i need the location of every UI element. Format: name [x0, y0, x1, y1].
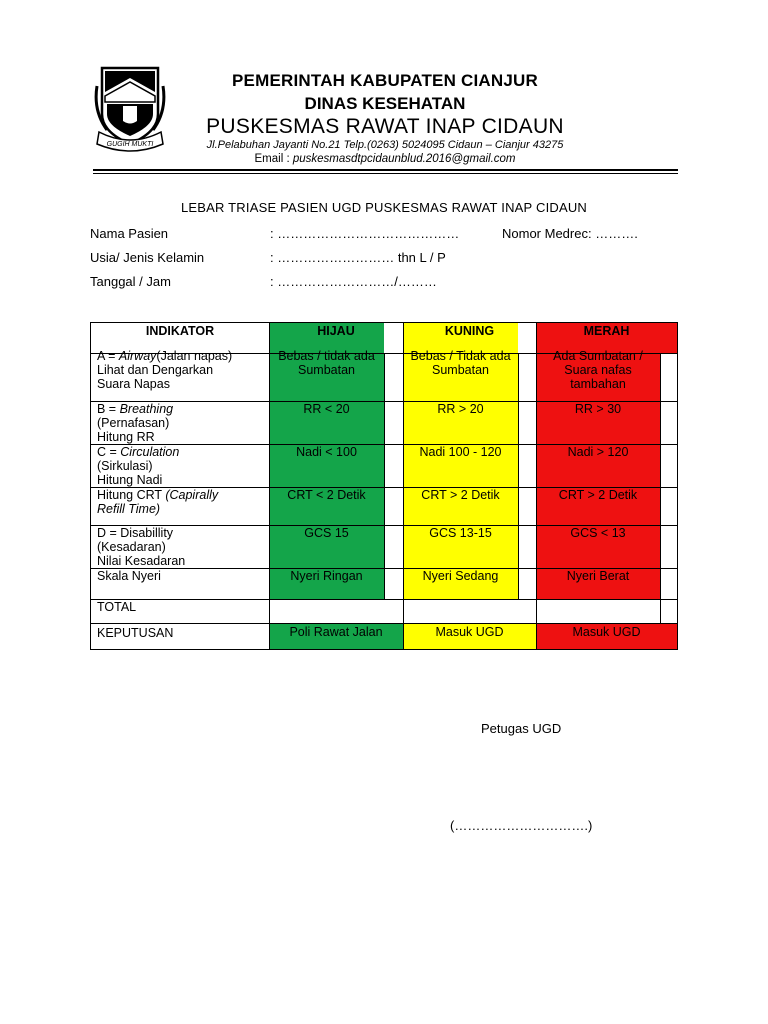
circulation-merah: Nadi > 120 [567, 445, 629, 459]
indikator-disability: D = Disabillity (Kesadaran) Nilai Kesadaran [97, 526, 186, 568]
airway-hijau: Bebas / tidak ada Sumbatan [278, 349, 375, 377]
date-time-label: Tanggal / Jam [90, 274, 171, 289]
breathing-kuning: RR > 20 [437, 402, 484, 416]
crt-merah: CRT > 2 Detik [558, 488, 638, 502]
medrec-field: Nomor Medrec: ………. [502, 226, 638, 241]
letterhead-rule-thin [93, 173, 678, 174]
keputusan-label: KEPUTUSAN [97, 626, 174, 640]
nyeri-kuning: Nyeri Sedang [422, 569, 499, 583]
logo-motto: GUGIH MUKTI [106, 141, 154, 148]
circulation-kuning: Nadi 100 - 120 [419, 445, 502, 459]
circulation-hijau: Nadi < 100 [296, 445, 357, 459]
age-gender-label: Usia/ Jenis Kelamin [90, 250, 205, 265]
indikator-breathing: B = Breathing (Pernafasan) Hitung RR [97, 402, 174, 444]
triage-table [90, 322, 678, 650]
letterhead-institution: PUSKESMAS RAWAT INAP CIDAUN [206, 115, 564, 138]
breathing-hijau: RR < 20 [303, 402, 350, 416]
email-label: Email : [254, 153, 290, 165]
keputusan-merah: Masuk UGD [572, 625, 641, 639]
letterhead-email [170, 153, 600, 165]
total-label: TOTAL [97, 600, 137, 614]
disability-merah: GCS < 13 [570, 526, 626, 540]
email-value: puskesmasdtpcidaunblud.2016@gmail.com [292, 153, 516, 165]
signature-name-line: (………………………….) [450, 818, 593, 833]
header-kuning: KUNING [444, 324, 495, 338]
age-gender-field: : ……………………… thn L / P [270, 250, 446, 265]
letterhead-department: DINAS KESEHATAN [304, 94, 466, 113]
breathing-merah: RR > 30 [574, 402, 622, 416]
disability-kuning: GCS 13-15 [429, 526, 492, 540]
letterhead-government: PEMERINTAH KABUPATEN CIANJUR [232, 71, 538, 90]
letterhead-rule-thick [93, 169, 678, 171]
indikator-circulation: C = Circulation (Sirkulasi) Hitung Nadi [97, 445, 180, 487]
name-field: : …………………………………… [270, 226, 460, 241]
header-hijau: HIJAU [317, 324, 355, 338]
letterhead-address: Jl.Pelabuhan Jayanti No.21 Telp.(0263) 5024095 Cidaun – Cianjur 43275 [206, 139, 564, 151]
form-title: LEBAR TRIASE PASIEN UGD PUSKESMAS RAWAT INAP CIDAUN [180, 200, 588, 215]
name-label: Nama Pasien [90, 226, 169, 241]
nyeri-merah: Nyeri Berat [566, 569, 630, 583]
nyeri-hijau: Nyeri Ringan [290, 569, 363, 583]
indikator-airway: A = Airway(Jalan napas) Lihat dan Dengarkan Suara Napas [97, 349, 233, 391]
airway-merah: Ada Sumbatan / Suara nafas tambahan [553, 349, 643, 391]
indikator-skala-nyeri: Skala Nyeri [97, 569, 161, 583]
signature-title: Petugas UGD [481, 721, 562, 736]
indikator-crt: Hitung CRT (Capirally Refill Time) [97, 488, 219, 516]
keputusan-hijau: Poli Rawat Jalan [289, 625, 383, 639]
kabupaten-cianjur-logo [93, 66, 167, 152]
header-indikator: INDIKATOR [145, 324, 215, 338]
keputusan-kuning: Masuk UGD [435, 625, 504, 639]
crt-hijau: CRT < 2 Detik [287, 488, 366, 502]
airway-kuning: Bebas / Tidak ada Sumbatan [410, 349, 511, 377]
date-time-field: : ………………………/……… [270, 274, 437, 289]
crt-kuning: CRT > 2 Detik [421, 488, 500, 502]
header-merah: MERAH [583, 324, 630, 338]
disability-hijau: GCS 15 [304, 526, 349, 540]
